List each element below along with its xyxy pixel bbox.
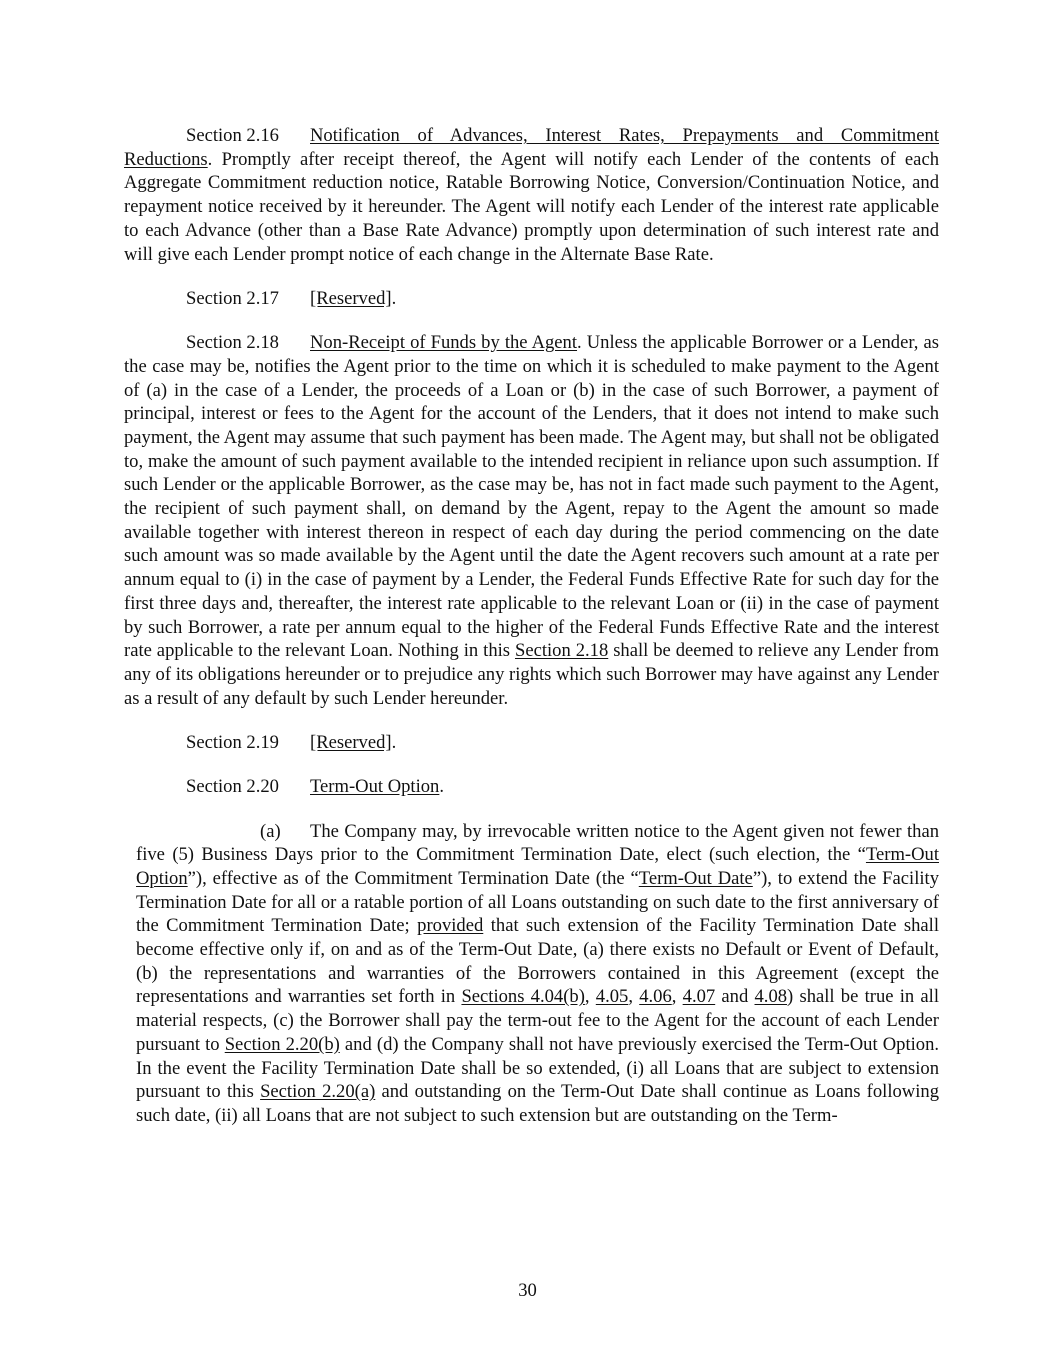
section-heading: [Reserved] [310, 287, 392, 309]
subsection-label: (a) [260, 820, 281, 842]
text: that such extension of the Facility Termination Date shall become effective only if, on and as of the Term-Out Date, (a) there exists no Default or Event of Default, (b) the representations and warranties of the Borrowers contained in this Agreement (except the representations and warranties set forth in [136, 915, 940, 1008]
defined-term: Term-Out Date [638, 867, 753, 889]
text: ”), effective as of the Commitment Termination Date (the “ [187, 867, 639, 889]
section-body: . Promptly after receipt thereof, the Agent will notify each Lender of the contents of each Aggregate Commitment reduction notice, Ratable Borrowing Notice, Conversion/Continuation Notice, and repayment notice received by it hereunder. The Agent will notify each Lender of the interest rate applicable to each Advance (other than a Base Rate Advance) promptly upon determination of such interest rate and will give each Lender prompt notice of each change in the Alternate Base Rate. [124, 148, 939, 265]
text: and (d) the Company shall not have previously exercised the Term-Out Option. In the event the Facility Termination Date shall be so extended, (i) all Loans that are subject to extension pursuant to this [136, 1033, 940, 1103]
cross-reference: 4.07 [682, 986, 716, 1008]
section-number: Section 2.20 [186, 776, 279, 798]
cross-reference: 4.08 [754, 986, 788, 1008]
defined-term: Term-Out Option [136, 844, 939, 889]
text: , [671, 986, 683, 1008]
text: The Company may, by irrevocable written notice to the Agent given not fewer than five (5) Business Days prior to the Commitment Termination Date, elect (such election, the “ [136, 820, 939, 866]
text: , [628, 986, 640, 1008]
section-number: Section 2.17 [186, 287, 279, 309]
cross-reference: Section 2.18 [514, 640, 609, 662]
section-2-17 [124, 287, 939, 311]
cross-reference: Sections 4.04(b) [461, 986, 585, 1008]
section-number: Section 2.18 [186, 332, 279, 354]
section-2-18 [124, 331, 939, 710]
document-page [124, 124, 939, 1148]
section-heading: [Reserved] [310, 731, 392, 753]
cross-reference: Section 2.20(a) [260, 1081, 376, 1103]
heading-period: . [391, 287, 397, 309]
section-body: . Unless the applicable Borrower or a Lender, as the case may be, notifies the Agent prior to the time on which it is scheduled to make payment to the Agent of (a) in the case of a Lender, the proceeds of a Loan or (b) in the case of such Borrower, a payment of principal, interest or fees to the Agent for the account of the Lenders, that it does not intend to make such payment, the Agent may assume that such payment has been made. The Agent may, but shall not be obligated to, make the amount of such payment available to the intended recipient in reliance upon such assumption. If such Lender or the applicable Borrower, as the case may be, has not in fact made such payment to the Agent, the recipient of such payment shall, on demand by the Agent, repay to the Agent the amount so made available together with interest thereon in respect of each day during the period commencing on the date such amount was so made available by the Agent until the date the Agent recovers such amount at a rate per annum equal to (i) in the case of payment by a Lender, the Federal Funds Effective Rate for such day for the first three days and, thereafter, the interest rate applicable to the relevant Loan or (ii) in the case of payment by such Borrower, a rate per annum equal to the higher of the Federal Funds Effective Rate and the interest rate applicable to the relevant Loan. Nothing in this [124, 332, 939, 662]
section-2-20 [124, 775, 939, 799]
page-number: 30 [518, 1280, 537, 1301]
section-heading: Term-Out Option [310, 776, 440, 798]
text: and [715, 986, 755, 1008]
text: , [584, 986, 596, 1008]
cross-reference: Section 2.20(b) [224, 1033, 340, 1055]
text: ) shall be true in all material respects, (c) the Borrower shall pay the term-out fee to the Agent for the account of each Lender pursuant to [136, 986, 939, 1055]
heading-period: . [439, 776, 445, 798]
section-2-20-a [136, 820, 939, 1128]
section-2-19 [124, 731, 939, 755]
heading-period: . [391, 731, 397, 753]
text: and outstanding on the Term-Out Date shall continue as Loans following such date, (ii) all Loans that are not subject to such extension but are outstanding on the Term- [136, 1081, 939, 1126]
cross-reference: 4.05 [595, 986, 629, 1008]
section-number: Section 2.19 [186, 731, 279, 753]
section-number: Section 2.16 [186, 125, 279, 146]
section-heading: Non-Receipt of Funds by the Agent [310, 332, 578, 354]
cross-reference: 4.06 [639, 986, 672, 1008]
proviso-term: provided [417, 915, 484, 937]
section-2-16 [124, 124, 939, 266]
section-heading: Notification of Advances, Interest Rates, Prepayments and Commitment Reductions [124, 125, 939, 170]
section-body-continued: shall be deemed to relieve any Lender from any of its obligations hereunder or to prejudice any rights which such Borrower may have against any Lender as a result of any default by such Lender hereunder. [124, 640, 939, 709]
text: ”), to extend the Facility Termination Date for all or a ratable portion of all Loans outstanding on such date to the first anniversary of the Commitment Termination Date; [136, 867, 939, 937]
